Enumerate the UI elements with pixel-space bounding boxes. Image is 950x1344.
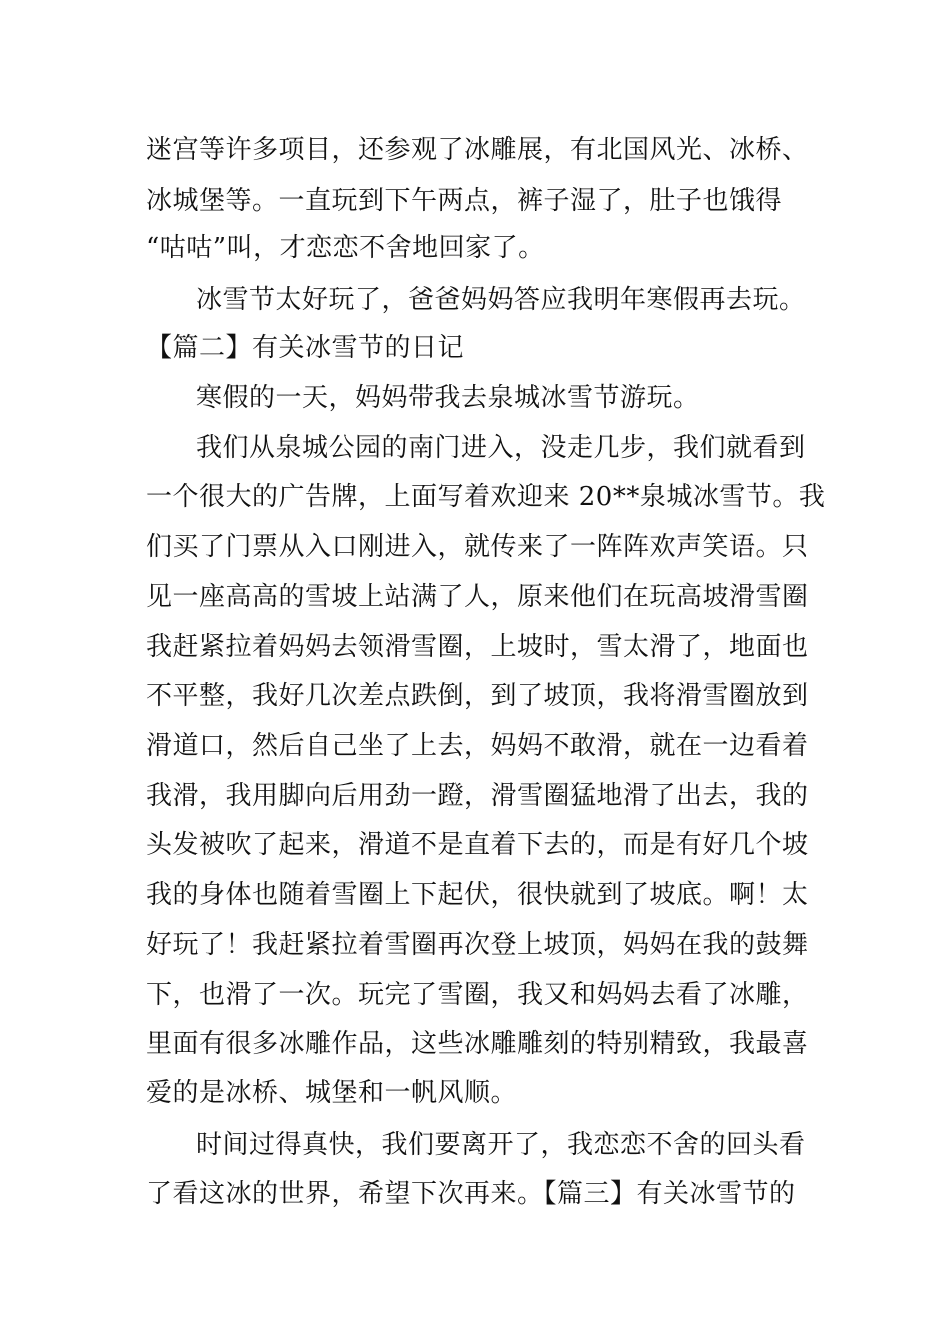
text-line: 里面有很多冰雕作品，这些冰雕雕刻的特别精致，我最喜	[146, 1029, 809, 1059]
text-line: 冰城堡等。一直玩到下午两点，裤子湿了，肚子也饿得	[146, 186, 783, 216]
text-line: 迷宫等许多项目，还参观了冰雕展，有北国风光、冰桥、	[146, 135, 809, 165]
text-line: 好玩了！我赶紧拉着雪圈再次登上坡顶，妈妈在我的鼓舞	[146, 930, 809, 960]
text-line: 不平整，我好几次差点跌倒，到了坡顶，我将滑雪圈放到	[146, 681, 809, 711]
section-heading: 【篇二】有关冰雪节的日记	[146, 333, 465, 363]
text-line: 我赶紧拉着妈妈去领滑雪圈，上坡时，雪太滑了，地面也	[146, 632, 809, 662]
paragraph-line: 时间过得真快，我们要离开了，我恋恋不舍的回头看	[196, 1130, 806, 1160]
paragraph-line: 我们从泉城公园的南门进入，没走几步，我们就看到	[196, 433, 806, 463]
text-line: 一个很大的广告牌，上面写着欢迎来 20**泉城冰雪节。我	[146, 482, 826, 512]
paragraph-line: 冰雪节太好玩了，爸爸妈妈答应我明年寒假再去玩。	[196, 285, 806, 315]
text-line: 见一座高高的雪坡上站满了人，原来他们在玩高坡滑雪圈	[146, 582, 809, 612]
text-line: 滑道口，然后自己坐了上去，妈妈不敢滑，就在一边看着	[146, 731, 809, 761]
text-line: “咕咕”叫，才恋恋不舍地回家了。	[146, 233, 545, 263]
text-line: 我的身体也随着雪圈上下起伏，很快就到了坡底。啊！太	[146, 880, 809, 910]
text-line: 们买了门票从入口刚进入，就传来了一阵阵欢声笑语。只	[146, 532, 809, 562]
text-line: 头发被吹了起来，滑道不是直着下去的，而是有好几个坡	[146, 830, 809, 860]
text-line: 了看这冰的世界，希望下次再来。【篇三】有关冰雪节的	[146, 1179, 796, 1209]
text-line: 我滑，我用脚向后用劲一蹬，滑雪圈猛地滑了出去，我的	[146, 781, 809, 811]
paragraph-line: 寒假的一天，妈妈带我去泉城冰雪节游玩。	[196, 383, 700, 413]
text-line: 爱的是冰桥、城堡和一帆风顺。	[146, 1078, 518, 1108]
text-line: 下，也滑了一次。玩完了雪圈，我又和妈妈去看了冰雕，	[146, 980, 809, 1010]
